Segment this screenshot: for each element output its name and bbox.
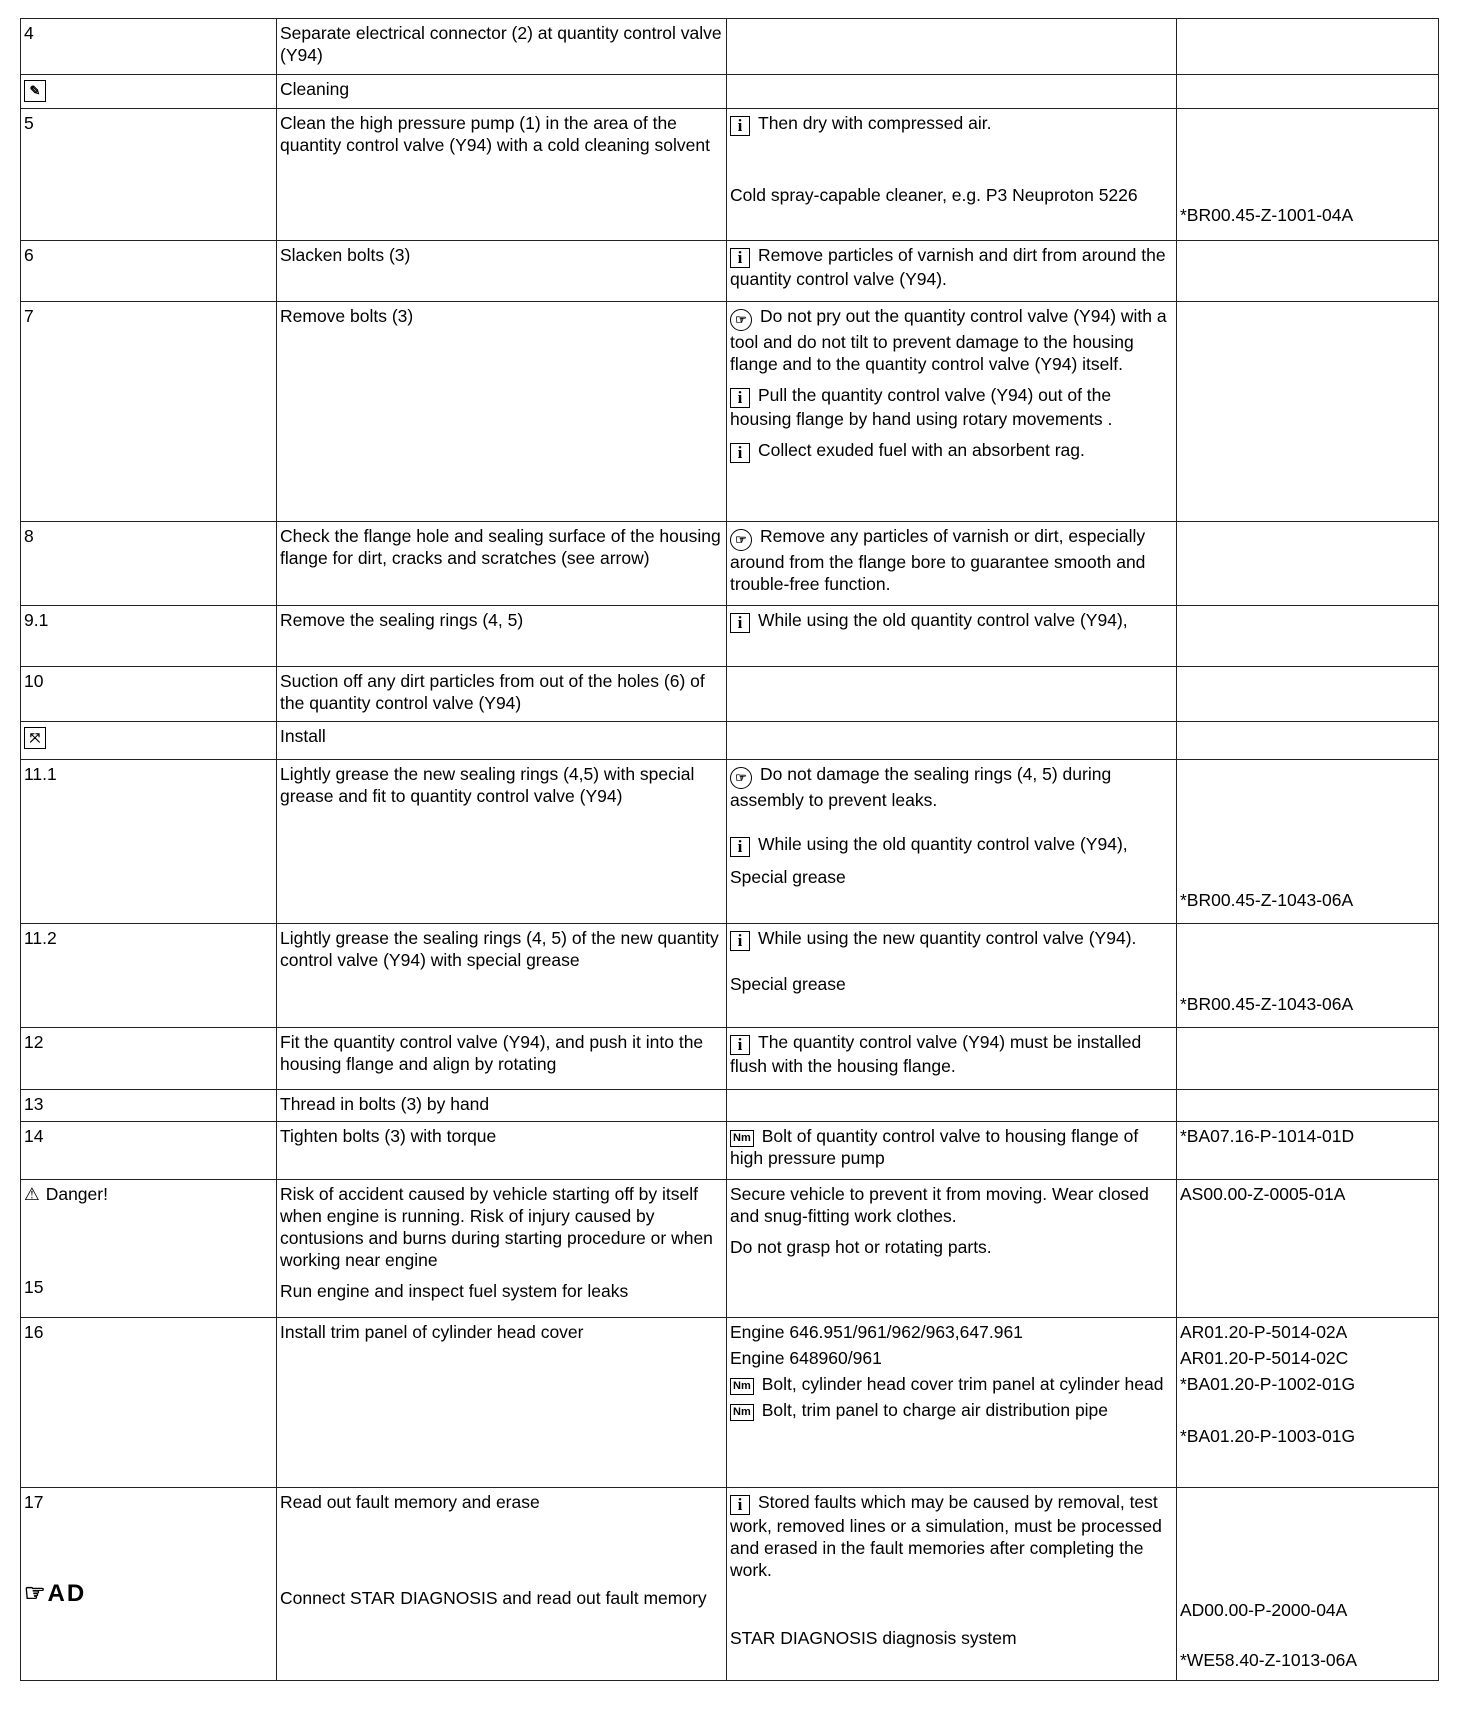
step-action: Run engine and inspect fuel system for leaks xyxy=(280,1281,629,1301)
step-note: Engine 648960/961 xyxy=(730,1348,882,1368)
step-number: 8 xyxy=(21,522,277,606)
step-note: STAR DIAGNOSIS diagnosis system xyxy=(730,1628,1017,1648)
table-row xyxy=(21,760,1439,924)
table-row xyxy=(21,606,1439,667)
step-note: Bolt of quantity control valve to housing flange of high pressure pump xyxy=(730,1126,1139,1168)
reference-link[interactable]: *BA01.20-P-1003-01G xyxy=(1180,1426,1356,1446)
table-row xyxy=(21,302,1439,522)
step-action: Remove the sealing rings (4, 5) xyxy=(277,606,727,667)
step-number: 9.1 xyxy=(21,606,277,667)
cleaning-icon: ✎ xyxy=(24,80,46,102)
caution-icon: ☞ xyxy=(730,309,752,331)
step-note: Do not grasp hot or rotating parts. xyxy=(730,1237,992,1257)
info-icon: i xyxy=(730,613,750,633)
table-row xyxy=(21,1180,1439,1318)
caution-icon: ☞ xyxy=(730,529,752,551)
step-action: Lightly grease the sealing rings (4, 5) of the new quantity control valve (Y94) with special grease xyxy=(277,924,727,1028)
reference-link[interactable]: AR01.20-P-5014-02C xyxy=(1180,1348,1349,1368)
torque-icon: Nm xyxy=(730,1404,754,1421)
danger-text: Risk of accident caused by vehicle starting off by itself when engine is running. Risk of injury caused by contusions and burns during starting procedure or when working near engine xyxy=(280,1184,713,1270)
danger-label: Danger! xyxy=(45,1184,108,1204)
reference-link[interactable]: AS00.00-Z-0005-01A xyxy=(1177,1180,1439,1318)
step-action: Connect STAR DIAGNOSIS and read out fault memory xyxy=(280,1588,707,1608)
step-note: While using the new quantity control valve (Y94). xyxy=(758,928,1137,948)
step-number: 4 xyxy=(21,19,277,75)
table-row xyxy=(21,522,1439,606)
step-action: Fit the quantity control valve (Y94), and push it into the housing flange and align by rotating xyxy=(277,1028,727,1090)
step-note: Do not damage the sealing rings (4, 5) during assembly to prevent leaks. xyxy=(730,764,1112,810)
info-icon: i xyxy=(730,1035,750,1055)
step-number: 10 xyxy=(21,667,277,722)
info-icon: i xyxy=(730,1495,750,1515)
reference-link[interactable]: *BA01.20-P-1002-01G xyxy=(1180,1374,1356,1394)
step-action: Suction off any dirt particles from out of the holes (6) of the quantity control valve (Y94) xyxy=(277,667,727,722)
step-number: 16 xyxy=(21,1318,277,1488)
caution-icon: ☞ xyxy=(730,767,752,789)
step-note: While using the old quantity control valve (Y94), xyxy=(758,610,1128,630)
info-icon: i xyxy=(730,388,750,408)
step-number: 13 xyxy=(21,1090,277,1122)
step-note: Bolt, cylinder head cover trim panel at cylinder head xyxy=(761,1374,1164,1394)
step-note: Do not pry out the quantity control valve (Y94) with a tool and do not tilt to prevent damage to the housing flange and to the quantity control valve (Y94) itself. xyxy=(730,306,1167,374)
table-row xyxy=(21,722,1439,760)
info-icon: i xyxy=(730,931,750,951)
warning-triangle-icon: ⚠ xyxy=(24,1184,40,1204)
table-row xyxy=(21,1090,1439,1122)
ad-label: AD xyxy=(47,1580,87,1607)
reference-link[interactable]: AR01.20-P-5014-02A xyxy=(1180,1322,1348,1342)
procedure-table xyxy=(20,18,1439,1681)
section-heading: Cleaning xyxy=(277,75,727,109)
step-action: Slacken bolts (3) xyxy=(277,241,727,302)
info-icon: i xyxy=(730,837,750,857)
step-note: Remove particles of varnish and dirt from around the quantity control valve (Y94). xyxy=(730,245,1166,289)
step-number: 7 xyxy=(21,302,277,522)
step-action: Read out fault memory and erase xyxy=(280,1492,540,1512)
table-row xyxy=(21,241,1439,302)
step-action: Install trim panel of cylinder head cover xyxy=(277,1318,727,1488)
step-action: Tighten bolts (3) with torque xyxy=(277,1122,727,1180)
procedure-document xyxy=(20,18,1438,1681)
step-number: 11.1 xyxy=(21,760,277,924)
step-note: Stored faults which may be caused by removal, test work, removed lines or a simulation, must be processed and erased in the fault memories after completing the work. xyxy=(730,1492,1162,1580)
step-note: Special grease xyxy=(730,974,846,994)
step-action: Separate electrical connector (2) at quantity control valve (Y94) xyxy=(277,19,727,75)
step-action: Lightly grease the new sealing rings (4,5) with special grease and fit to quantity control valve (Y94) xyxy=(277,760,727,924)
table-row xyxy=(21,1122,1439,1180)
reference-link[interactable]: *BR00.45-Z-1001-04A xyxy=(1180,205,1354,225)
torque-icon: Nm xyxy=(730,1378,754,1395)
table-row xyxy=(21,1028,1439,1090)
reference-link[interactable]: *BR00.45-Z-1043-06A xyxy=(1180,890,1354,910)
step-note: Special grease xyxy=(730,867,846,887)
step-note: The quantity control valve (Y94) must be installed flush with the housing flange. xyxy=(730,1032,1142,1076)
table-row xyxy=(21,1488,1439,1681)
step-note: Bolt, trim panel to charge air distribution pipe xyxy=(761,1400,1109,1420)
step-number: 5 xyxy=(21,109,277,241)
info-icon: i xyxy=(730,443,750,463)
reference-link[interactable]: AD00.00-P-2000-04A xyxy=(1180,1600,1348,1620)
step-note: Collect exuded fuel with an absorbent rag. xyxy=(758,440,1085,460)
step-note: Remove any particles of varnish or dirt, especially around from the flange bore to guarantee smooth and trouble-free function. xyxy=(730,526,1146,594)
step-action: Remove bolts (3) xyxy=(277,302,727,522)
step-action: Thread in bolts (3) by hand xyxy=(277,1090,727,1122)
info-icon: i xyxy=(730,116,750,136)
step-number: 12 xyxy=(21,1028,277,1090)
section-heading: Install xyxy=(277,722,727,760)
pointing-hand-icon: ☞ xyxy=(24,1580,48,1607)
table-row xyxy=(21,75,1439,109)
step-number: 11.2 xyxy=(21,924,277,1028)
table-row xyxy=(21,109,1439,241)
table-row xyxy=(21,1318,1439,1488)
install-icon: ⤧ xyxy=(24,727,46,749)
step-note: While using the old quantity control valve (Y94), xyxy=(758,834,1128,854)
step-note: Cold spray-capable cleaner, e.g. P3 Neuproton 5226 xyxy=(730,185,1138,205)
step-number: 14 xyxy=(21,1122,277,1180)
torque-icon: Nm xyxy=(730,1130,754,1147)
table-row xyxy=(21,924,1439,1028)
reference-link[interactable]: *WE58.40-Z-1013-06A xyxy=(1180,1650,1358,1670)
step-number: 17 xyxy=(24,1492,44,1512)
info-icon: i xyxy=(730,248,750,268)
reference-link[interactable]: *BA07.16-P-1014-01D xyxy=(1177,1122,1439,1180)
step-note: Then dry with compressed air. xyxy=(758,113,992,133)
step-number: 15 xyxy=(24,1277,44,1297)
step-action: Clean the high pressure pump (1) in the area of the quantity control valve (Y94) with a cold cleaning solvent xyxy=(277,109,727,241)
step-number: 6 xyxy=(21,241,277,302)
step-note: Pull the quantity control valve (Y94) out of the housing flange by hand using rotary movements . xyxy=(730,385,1113,429)
step-note: Engine 646.951/961/962/963,647.961 xyxy=(730,1322,1023,1342)
reference-link[interactable]: *BR00.45-Z-1043-06A xyxy=(1180,994,1354,1014)
step-note: Secure vehicle to prevent it from moving. Wear closed and snug-fitting work clothes. xyxy=(730,1184,1149,1226)
step-action: Check the flange hole and sealing surface of the housing flange for dirt, cracks and scratches (see arrow) xyxy=(277,522,727,606)
table-row xyxy=(21,19,1439,75)
table-row xyxy=(21,667,1439,722)
